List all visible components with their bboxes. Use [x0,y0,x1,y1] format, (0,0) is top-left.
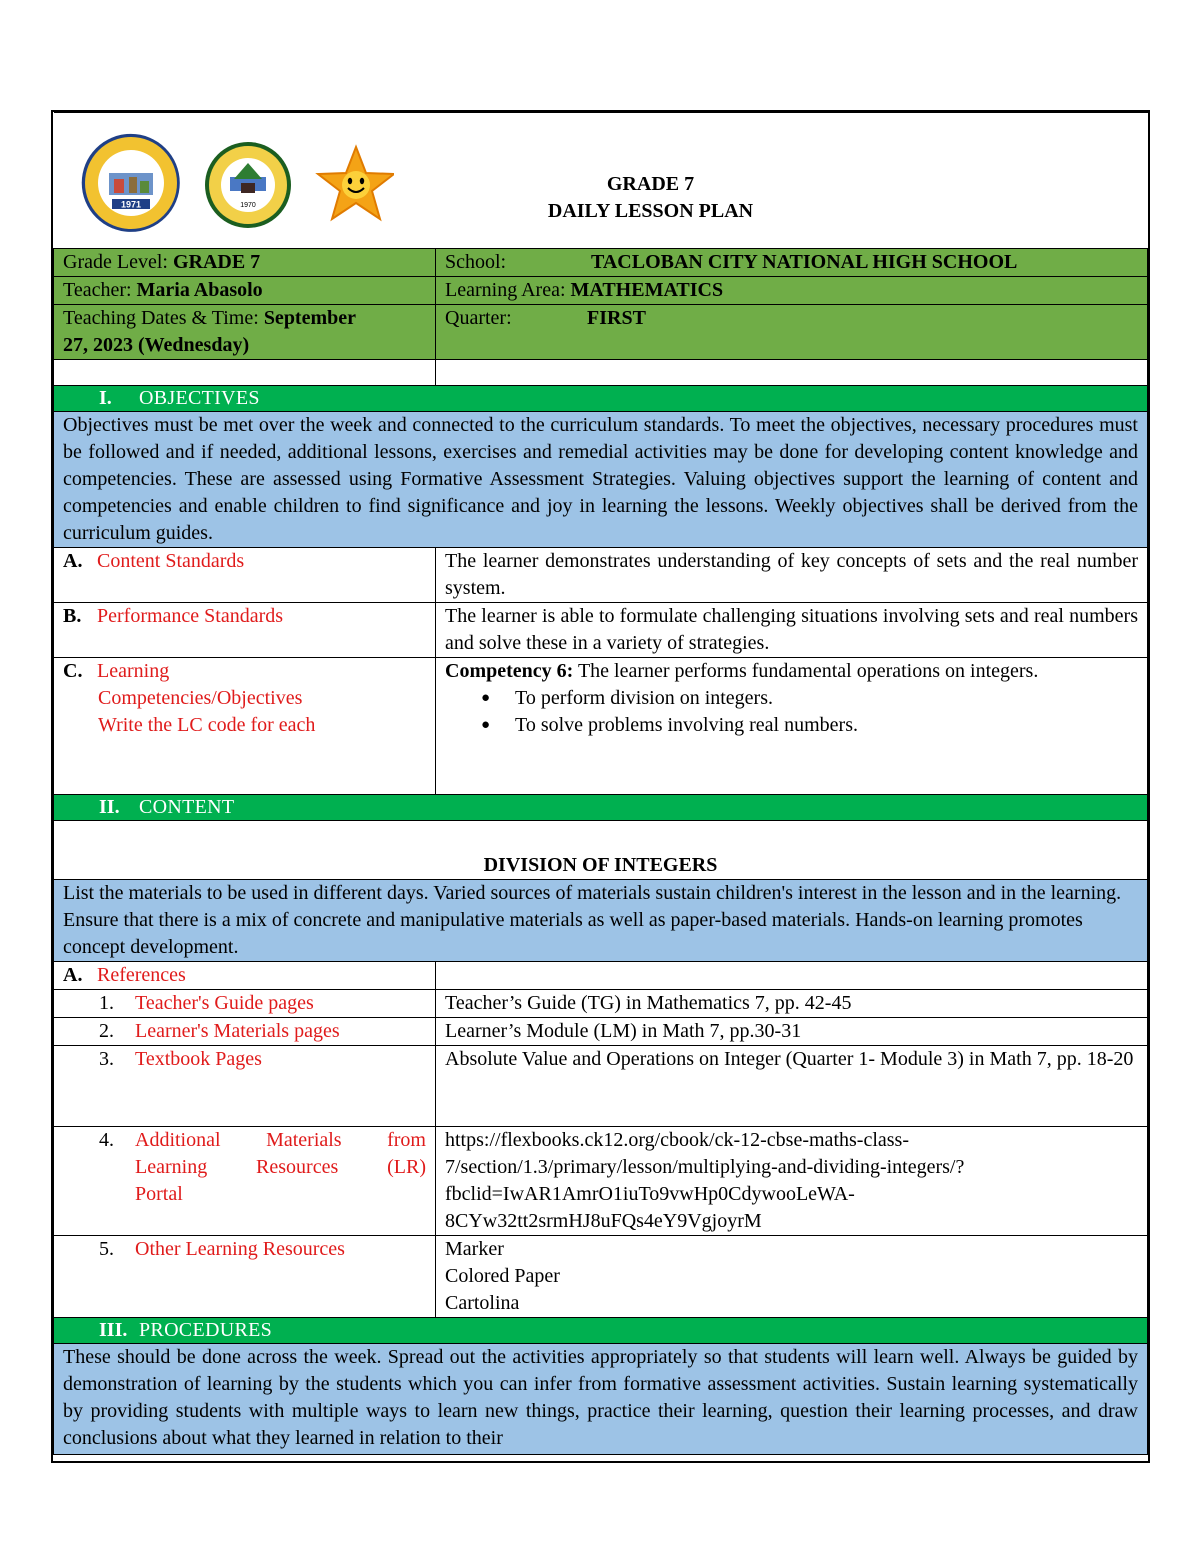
content-description: List the materials to be used in different days. Varied sources of materials sustain children's interest in the lesson and in the learning. Ensure that there is a mix of concrete and manipulative materials as well as paper-based materials. Hands-on learning promotes concept development. [54,880,1148,962]
ref5-label: Other Learning Resources [135,1238,345,1260]
procedures-title: PROCEDURES [139,1319,273,1341]
competency-bullet-1: ● To perform division on integers. [515,685,1138,712]
content-description-row [54,880,1148,962]
procedures-band [54,1318,1148,1344]
content-standards-value: The learner demonstrates understanding of key concepts of sets and the real number system. [436,548,1148,603]
ref2-num: 2. [99,1020,114,1042]
document-title [54,171,1148,225]
dates-value-2: 27, 2023 (Wednesday) [63,334,250,356]
title-grade: GRADE 7 [606,173,695,195]
procedures-description: These should be done across the week. Spread out the activities appropriately so that students will learn well. Always be guided by demonstration of learning by the students which you can infer from formative assessment activities. Sustain learning systematically by providing students with multiple ways to learn new things, practice their learning, question their learning processes, and draw conclusions about what they learned in relation to their [54,1344,1148,1455]
ref4-value-1[interactable]: https://flexbooks.ck12.org/cbook/ck-12-cbse-maths-class- [445,1129,909,1151]
ref4-value-2[interactable]: 7/section/1.3/primary/lesson/multiplying-and-dividing-integers/? [445,1156,965,1178]
ref4-value-3[interactable]: fbclid=IwAR1AmrO1iuTo9vwHp0CdywooLeWA- [445,1183,855,1205]
ref5-num: 5. [99,1238,114,1260]
ref-other-resources-row [54,1236,1148,1318]
performance-standards-value: The learner is able to formulate challenging situations involving sets and real numbers and solve these in a variety of strategies. [436,603,1148,658]
procedures-num: III. [99,1319,128,1341]
competencies-letter: C. [63,660,83,682]
content-topic-row [54,821,1148,880]
objectives-title: OBJECTIVES [139,387,260,409]
spacer-row [54,360,1148,386]
objectives-description: Objectives must be met over the week and connected to the curriculum standards. To meet the objectives, necessary procedures must be followed and if needed, additional lessons, exercises and remedial activities may be done for developing content knowledge and competencies. These are assessed using Formative Assessment Strategies. Valuing objectives support the learning of content and competencies and enable children to find significance and joy in learning the lessons. Weekly objectives shall be derived from the curriculum guides. [54,412,1148,548]
ref-teachers-guide-row [54,990,1148,1018]
performance-standards-letter: B. [63,605,82,627]
content-title: CONTENT [139,796,235,818]
competencies-label-1: Learning [97,660,170,682]
ref3-value: Absolute Value and Operations on Integer (Quarter 1- Module 3) in Math 7, pp. 18-20 [436,1046,1148,1127]
school-value: TACLOBAN CITY NATIONAL HIGH SCHOOL [591,251,1018,273]
ref-textbook-row [54,1046,1148,1127]
ref4-label-1c: from [387,1129,426,1151]
ref2-label: Learner's Materials pages [135,1020,340,1042]
content-band [54,795,1148,821]
references-letter: A. [63,964,83,986]
competencies-row [54,658,1148,795]
content-standards-letter: A. [63,550,83,572]
area-value: MATHEMATICS [570,279,724,301]
objectives-num: I. [99,387,112,409]
ref1-label: Teacher's Guide pages [135,992,314,1014]
quarter-label: Quarter: [445,307,512,329]
competency-bullets [445,685,1138,739]
dates-label: Teaching Dates & Time: [63,307,259,329]
teacher-value: Maria Abasolo [136,279,263,301]
grade-label: Grade Level: [63,251,168,273]
ref1-value: Teacher’s Guide (TG) in Mathematics 7, pp. 42-45 [436,990,1148,1018]
info-row-grade [54,249,1148,277]
area-label: Learning Area: [445,279,566,301]
ref1-num: 1. [99,992,114,1014]
performance-standards-row [54,603,1148,658]
ref4-label-2c: (LR) [387,1156,426,1178]
ref3-num: 3. [99,1048,114,1070]
ref4-label-2b: Resources [256,1156,339,1178]
info-row-teacher [54,277,1148,305]
ref5-value-2: Colored Paper [445,1265,560,1287]
ref3-label: Textbook Pages [135,1048,262,1070]
objectives-description-row [54,412,1148,548]
competency-bullet-2: ● To solve problems involving real numbers. [515,712,1138,739]
ref4-num: 4. [99,1129,114,1151]
objectives-band [54,386,1148,412]
references-row [54,962,1148,990]
ref4-label-1a: Additional [135,1129,221,1151]
header-row [54,113,1148,249]
ref-additional-materials-row [54,1127,1148,1236]
content-standards-row [54,548,1148,603]
teacher-label: Teacher: [63,279,132,301]
ref4-label-2a: Learning [135,1156,208,1178]
quarter-value: FIRST [587,307,646,329]
info-row-dates [54,305,1148,360]
competency-text: The learner performs fundamental operations on integers. [577,660,1039,682]
competency-label: Competency 6: [445,660,574,682]
ref4-label-1b: Materials [266,1129,342,1151]
title-dlp: DAILY LESSON PLAN [547,200,754,222]
school-label: School: [445,251,507,273]
svg-text:1970: 1970 [239,202,256,209]
content-num: II. [99,796,120,818]
content-standards-label: Content Standards [97,550,245,572]
ref2-value: Learner’s Module (LM) in Math 7, pp.30-31 [436,1018,1148,1046]
lesson-plan-page [51,110,1150,1463]
dates-value-1: September [263,307,357,329]
ref4-label-3: Portal [135,1183,183,1205]
competencies-label-3: Write the LC code for each [98,714,316,736]
ref4-value-4[interactable]: 8CYw32tt2srmHJ8uFQs4eY9VgjoyrM [445,1210,762,1232]
ref-learners-materials-row [54,1018,1148,1046]
lesson-plan-table [53,112,1148,1455]
references-label: References [97,964,186,986]
ref5-value-1: Marker [445,1238,504,1260]
grade-value: GRADE 7 [172,251,261,273]
content-topic: DIVISION OF INTEGERS [54,821,1148,880]
competencies-label-2: Competencies/Objectives [98,687,303,709]
svg-text:1971: 1971 [120,199,141,210]
ref5-value-3: Cartolina [445,1292,520,1314]
procedures-description-row [54,1344,1148,1455]
performance-standards-label: Performance Standards [97,605,284,627]
